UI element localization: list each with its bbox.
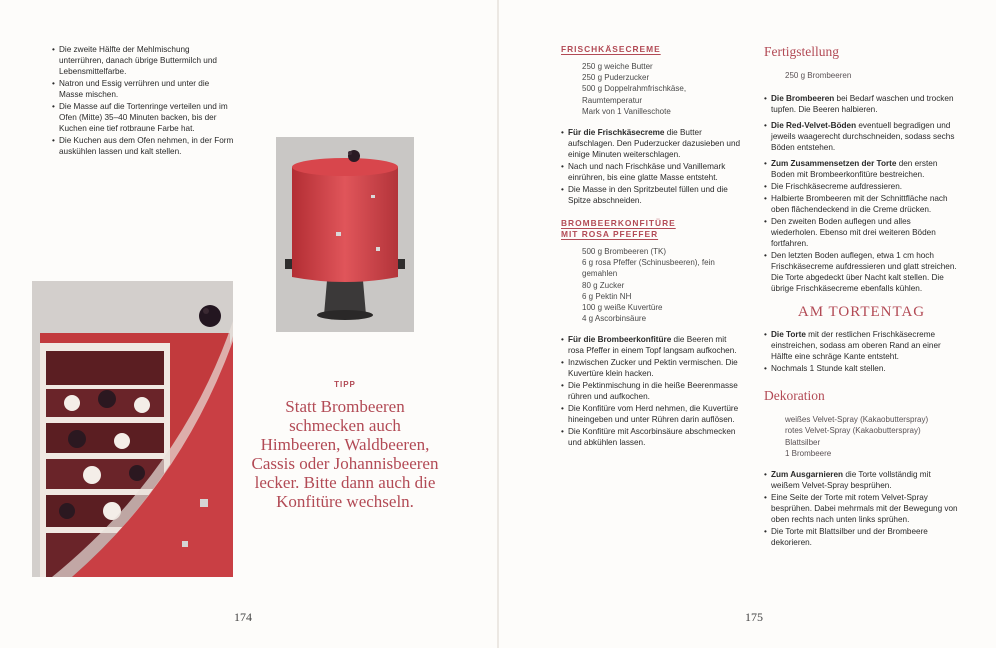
step-item [764,120,959,153]
frischkaese-heading: FRISCHKÄSECREME [561,44,661,54]
dekoration-ingredients [764,414,959,459]
step-item [52,78,234,100]
step-text: Die Konfitüre mit Ascorbinsäure abschmecken und abkühlen lassen. [568,427,736,448]
konfituere-steps [561,334,741,448]
step-text: Die Frischkäsecreme aufdressieren. [771,182,903,192]
frischkaese-ingredients [561,61,741,117]
cake-slice-photo [32,281,233,577]
step-item [764,469,959,491]
step-text: den ersten Boden mit Brombeerkonfitüre bestreichen. [771,159,938,180]
step-item [561,127,741,160]
step-item [764,250,959,294]
tip-label: TIPP [334,380,356,389]
ingredient-item: 100 g weiße Kuvertüre [582,303,663,313]
dekoration-steps [764,469,959,548]
step-lead: Zum Zusammensetzen der Torte [771,159,897,169]
step-text: Die Pektinmischung in die heiße Beerenmasse rühren und aufkochen. [568,381,738,402]
tortentag-heading: AM TORTENTAG [797,304,926,321]
step-text: Die Masse auf die Tortenringe verteilen und im Ofen (Mitte) 35–40 Minuten backen, bis der Kuchen eine tief rotbraune Farbe hat. [59,102,228,133]
step-text: bei Bedarf waschen und trocken tupfen. Die Beeren halbieren. [771,94,954,115]
step-item [764,526,959,548]
ingredient-item: Blattsilber [785,437,821,447]
step-text: Die zweite Hälfte der Mehlmischung unterrühren, danach übrige Buttermilch und Lebensmittelfarbe. [59,45,217,76]
step-item [764,93,959,115]
step-text: Die Konfitüre vom Herd nehmen, die Kuvertüre hineingeben und unter Rühren darin auflösen. [568,404,739,425]
frischkaese-steps [561,127,741,206]
step-item [561,403,741,425]
tortentag-steps [764,329,959,374]
fertigstellung-steps-a [764,93,959,115]
konfituere-heading-line1: BROMBEERKONFITÜRE [561,218,676,229]
step-item [561,334,741,356]
step-item [561,357,741,379]
step-item [764,216,959,249]
dekoration-heading: Dekoration [764,388,825,404]
step-text: die Butter aufschlagen. Den Puderzucker dazusieben und einige Minuten weiterschlagen. [568,128,741,160]
step-item [764,492,959,525]
left-page [0,0,497,648]
step-text: Den zweiten Boden auflegen und alles wiederholen. Ebenso mit drei weiteren Böden fortfahren. [771,217,936,249]
step-item [764,193,959,215]
step-lead: Die Brombeeren [771,94,835,104]
step-item [764,181,959,192]
step-item [764,329,959,362]
ingredient-item: 6 g rosa Pfeffer (Schinusbeeren), fein gemahlen [582,258,715,279]
step-text: Nach und nach Frischkäse und Vanillemark einrühren, bis eine glatte Masse entsteht. [568,162,726,183]
ingredient-item: 500 g Brombeeren (TK) [582,247,667,257]
page-number-left: 174 [234,610,252,624]
konfituere-heading-line2: MIT ROSA PFEFFER [561,229,659,240]
ingredient-item: 250 g weiche Butter [582,62,653,71]
step-item [561,426,741,448]
tip-text: Statt Brombeeren schmecken auch Himbeeren, Waldbeeren, Cassis oder Johannisbeeren lecker. Bitte dann auch die Konfitüre wechseln. [251,397,439,511]
ingredient-item: weißes Velvet-Spray (Kakaobutterspray) [785,415,929,425]
step-item [52,44,234,77]
step-text: Die Torte mit Blattsilber und der Brombeere dekorieren. [771,527,928,548]
step-text: mit der restlichen Frischkäsecreme einstreichen, sodass am oberen Rand an einer Hälfte eine schräge Kante entsteht. [771,330,941,362]
step-text: Natron und Essig verrühren und unter die Masse mischen. [59,79,210,99]
step-item [52,135,234,157]
cake-photo [276,137,414,332]
fertigstellung-steps-c [764,158,959,294]
right-page [499,0,996,648]
step-text: Halbierte Brombeeren mit der Schnittfläche nach oben flächendeckend in die Creme drücken. [771,194,948,215]
ingredient-item: 250 g Puderzucker [582,73,650,83]
step-item [561,380,741,402]
step-lead: Für die Brombeerkonfitüre [568,335,672,345]
page-number-right: 175 [745,610,763,624]
ingredient-item: 1 Brombeere [785,448,832,458]
step-lead: Die Torte [771,330,806,340]
fertigstellung-ingredients [764,70,959,81]
step-text: Den letzten Boden auflegen, etwa 1 cm hoch Frischkäsecreme aufdressieren und glatt streichen. Die Torte abgedeckt über Nacht kalt stellen. Die übrige Frischkäsecreme ebenfalls kühlen. [771,251,957,294]
konfituere-ingredients [561,246,741,324]
step-item [52,101,234,134]
step-text: die Torte vollständig mit weißem Velvet-Spray besprühen. [771,470,931,491]
step-text: Die Kuchen aus dem Ofen nehmen, in der Form auskühlen lassen und kalt stellen. [59,136,234,156]
konfituere-heading [561,218,741,240]
step-item [561,184,741,206]
step-item [764,363,959,374]
step-lead: Für die Frischkäsecreme [568,128,665,138]
step-lead: Die Red-Velvet-Böden [771,121,857,131]
ingredient-item: 80 g Zucker [582,280,625,290]
ingredient-item: Mark von 1 Vanilleschote [582,106,671,116]
recipe-column-left [561,44,741,449]
step-text: die Beeren mit rosa Pfeffer in einem Topf langsam aufkochen. [568,335,737,356]
ingredient-item: 500 g Doppelrahmfrischkäse, Raumtemperatur [582,84,687,105]
fertigstellung-heading: Fertigstellung [764,44,839,59]
ingredient-item: 6 g Pektin NH [582,291,632,301]
step-text: Nochmals 1 Stunde kalt stellen. [771,364,886,374]
step-text: Inzwischen Zucker und Pektin vermischen. Die Kuvertüre klein hacken. [568,358,738,379]
step-text: Eine Seite der Torte mit rotem Velvet-Spray besprühen. Dabei mehrmals mit der Bewegung von oben rechts nach unten links sprühen. [771,493,958,525]
ingredient-item: rotes Velvet-Spray (Kakaobutterspray) [785,426,921,436]
ingredient-item: 4 g Ascorbinsäure [582,314,647,324]
fertigstellung-steps-b [764,120,959,153]
ingredient-item: 250 g Brombeeren [785,71,852,80]
step-text: Die Masse in den Spritzbeutel füllen und die Spitze abschneiden. [568,185,728,206]
recipe-column-right [764,44,959,549]
step-item [764,158,959,180]
step-lead: Zum Ausgarnieren [771,470,844,480]
step-item [561,161,741,183]
left-method-steps [52,44,234,158]
step-text: eventuell begradigen und jeweils waagerecht durchschneiden, sodass sechs Böden entstehen. [771,121,955,153]
